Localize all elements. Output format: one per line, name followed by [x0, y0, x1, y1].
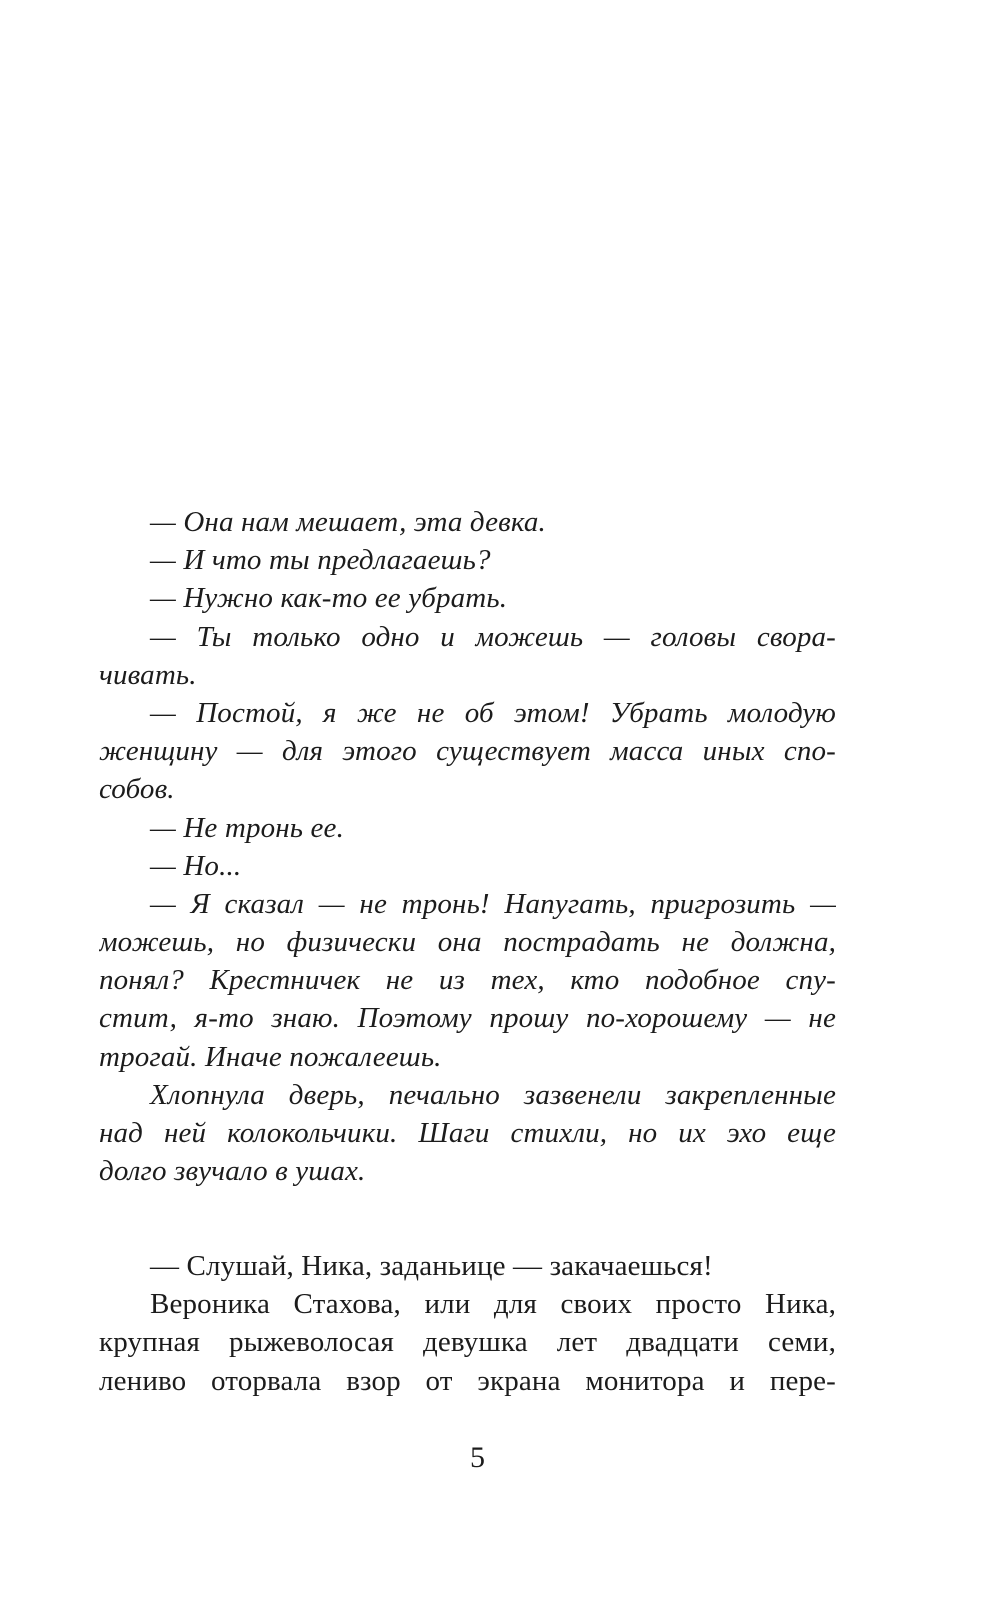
text-line: — Она нам мешает, эта девка.	[150, 506, 546, 538]
text-line: — Не тронь ее.	[150, 811, 344, 844]
text-line: — Я сказал — не тронь! Напугать, пригрозить —	[150, 887, 836, 920]
text-line: чивать.	[99, 658, 197, 691]
text-line: — И что ты предлагаешь?	[150, 544, 491, 577]
text-line: женщину — для этого существует масса иных спо-	[99, 735, 836, 768]
text-line: лениво оторвала взор от экрана монитора и пере-	[99, 1364, 836, 1397]
text-line: — Но...	[150, 849, 242, 882]
text-line: понял? Крестничек не из тех, кто подобное спу-	[99, 964, 836, 997]
main-text-section	[99, 1247, 836, 1400]
text-line: — Слушай, Ника, заданьице — закачаешься!	[150, 1250, 713, 1282]
text-line: можешь, но физически она пострадать не должна,	[99, 926, 836, 959]
text-line: долго звучало в ушах.	[99, 1155, 366, 1188]
text-line: Вероника Стахова, или для своих просто Ника,	[150, 1288, 836, 1321]
text-line: над ней колокольчики. Шаги стихли, но их эхо еще	[99, 1117, 836, 1149]
text-line: трогай. Иначе пожалеешь.	[99, 1040, 442, 1073]
text-line: Хлопнула дверь, печально зазвенели закрепленные	[150, 1078, 836, 1111]
text-line: — Нужно как-то ее убрать.	[150, 582, 508, 615]
text-line: — Постой, я же не об этом! Убрать молодую	[150, 696, 836, 729]
text-line: собов.	[99, 773, 175, 806]
text-line: — Ты только одно и можешь — головы свора-	[150, 620, 836, 653]
italic-dialogue-section	[99, 503, 836, 1190]
text-line: крупная рыжеволосая девушка лет двадцати семи,	[99, 1326, 836, 1359]
page-number: 5	[470, 1441, 485, 1474]
text-line: стит, я-то знаю. Поэтому прошу по-хорошему — не	[99, 1002, 836, 1035]
